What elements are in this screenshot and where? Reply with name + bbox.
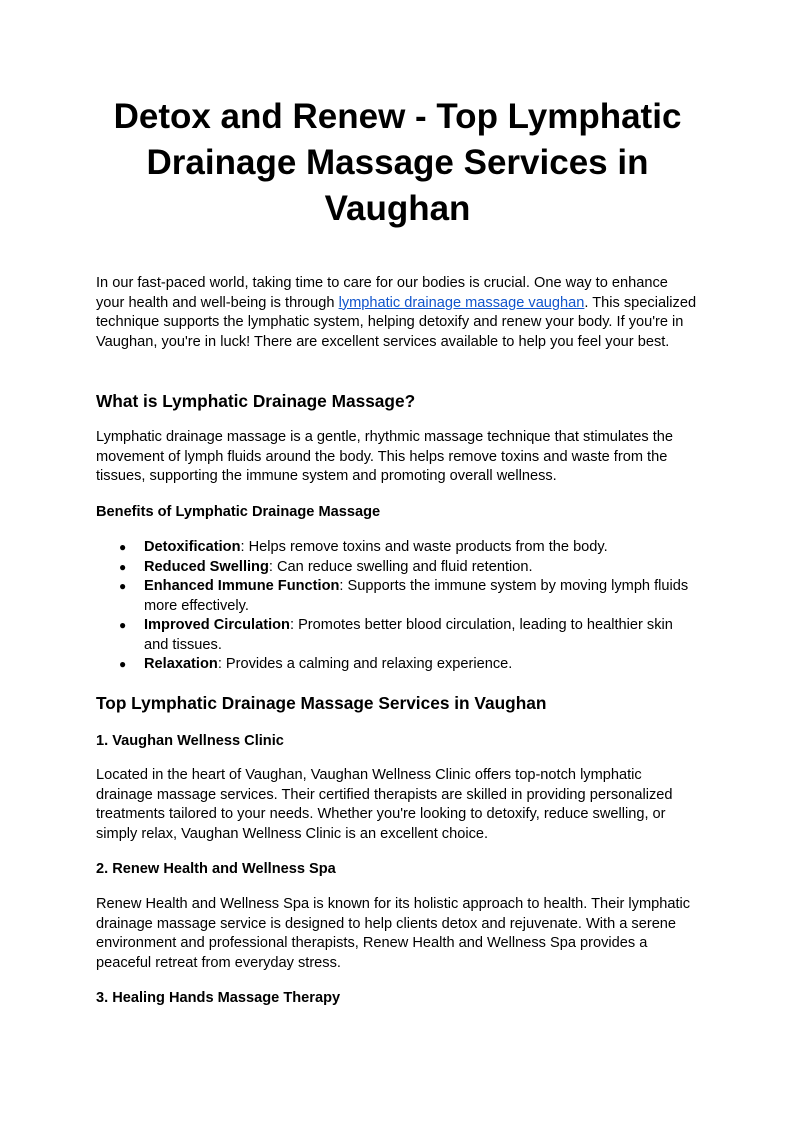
what-is-heading: What is Lymphatic Drainage Massage? [96, 391, 416, 411]
service-paragraph: Located in the heart of Vaughan, Vaughan Wellness Clinic offers top-notch lymphatic drainage massage services. Their certified therapists are skilled in providing personalized treatments tailored to your needs. Whether you're looking to detoxify, reduce swelling, or simply relax, Vaughan Wellness Clinic is an excellent choice. [96, 767, 673, 842]
benefit-term: Relaxation [144, 656, 218, 672]
bullet-icon: ● [119, 579, 127, 593]
intro-text-after-link: . This specialized technique supports the lymphatic system, helping detoxify and renew your body. If you're in Vaughan, you're in luck! There are excellent services available to help you feel your best. [96, 294, 697, 350]
benefit-term: Enhanced Immune Function [144, 578, 340, 594]
intro-paragraph [96, 274, 699, 352]
benefit-desc: : Promotes better blood circulation, leading to healthier skin and tissues. [144, 617, 673, 653]
bullet-icon: ● [119, 657, 127, 671]
what-is-paragraph: Lymphatic drainage massage is a gentle, rhythmic massage technique that stimulates the movement of lymph fluids around the body. This helps remove toxins and waste from the tissues, supporting the immune system and promoting overall wellness. [96, 429, 674, 484]
service-title: 2. Renew Health and Wellness Spa [96, 861, 336, 877]
service-title: 3. Healing Hands Massage Therapy [96, 990, 341, 1006]
benefit-item [96, 558, 699, 578]
benefit-item [96, 538, 699, 558]
benefit-desc: : Provides a calming and relaxing experience. [217, 656, 513, 672]
benefit-term: Detoxification [144, 539, 241, 555]
page-title: Detox and Renew - Top Lymphatic Drainage Massage Services in Vaughan [113, 97, 682, 228]
benefit-term: Improved Circulation [144, 617, 290, 633]
services-heading: Top Lymphatic Drainage Massage Services in Vaughan [96, 693, 547, 713]
benefits-heading: Benefits of Lymphatic Drainage Massage [96, 504, 381, 520]
intro-text-before-link: In our fast-paced world, taking time to care for our bodies is crucial. One way to enhance your health and well-being is through [96, 275, 668, 311]
benefit-term: Reduced Swelling [144, 558, 269, 575]
benefit-item [96, 577, 699, 616]
benefit-desc: : Helps remove toxins and waste products from the body. [240, 539, 608, 555]
bullet-icon: ● [119, 559, 127, 574]
service-title: 1. Vaughan Wellness Clinic [96, 733, 284, 749]
benefit-desc: : Supports the immune system by moving lymph fluids more effectively. [144, 578, 689, 614]
bullet-icon: ● [119, 540, 127, 554]
lymphatic-drainage-link[interactable]: lymphatic drainage massage vaughan [338, 294, 585, 311]
service-paragraph: Renew Health and Wellness Spa is known for its holistic approach to health. Their lymphatic drainage massage service is designed to help clients detox and rejuvenate. With a serene environment and professional therapists, Renew Health and Wellness Spa provides a peaceful retreat from everyday stress. [96, 896, 691, 971]
benefit-item [96, 655, 699, 675]
bullet-icon: ● [119, 618, 127, 632]
benefits-list [96, 538, 699, 675]
benefit-desc: : Can reduce swelling and fluid retention. [268, 558, 533, 575]
benefit-item [96, 616, 699, 655]
